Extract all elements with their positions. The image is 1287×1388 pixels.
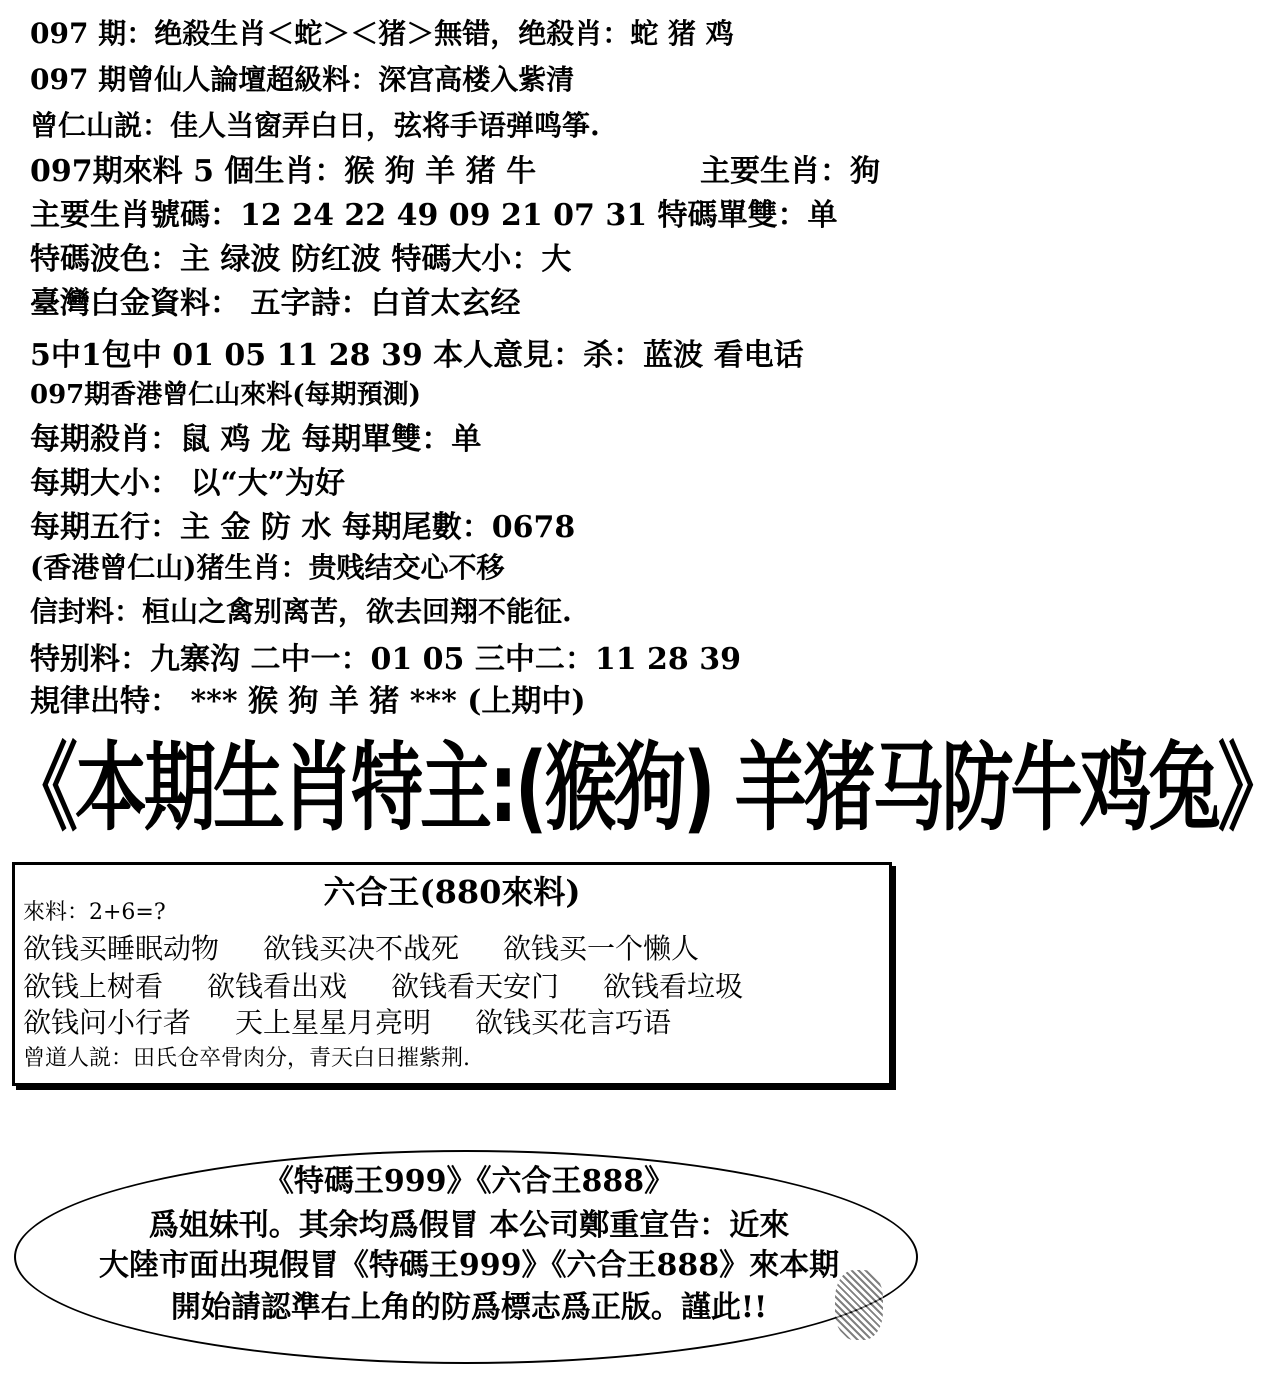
riddle-row-2: [23, 965, 787, 1005]
riddle-item: 欲钱买睡眠动物: [23, 932, 220, 965]
line-5: 主要生肖號碼：12 24 22 49 09 21 07 31 特碼單雙：单: [30, 198, 838, 233]
line-16: 規律出特： *** 猴 狗 羊 猪 *** (上期中): [30, 684, 586, 719]
line-2: 097 期曾仙人論壇超級料：深宫高楼入紫清: [30, 63, 575, 96]
line-7: 臺灣白金資料： 五字詩：白首太玄经: [30, 286, 521, 321]
riddle-item: 欲钱看垃圾: [603, 970, 744, 1003]
side-label: 主要生肖：狗: [700, 154, 880, 189]
line-1: 097 期：绝殺生肖＜蛇＞＜猪＞無错，绝殺肖：蛇 猪 鸡: [30, 17, 734, 50]
stamp-mark: [835, 1270, 883, 1340]
line-6: 特碼波色：主 绿波 防红波 特碼大小：大: [30, 242, 572, 277]
banner: 《本期生肖特主:(猴狗) 羊猪马防牛鸡兔》: [6, 732, 1287, 844]
line-15: 特别料：九寨沟 二中一：01 05 三中二：11 28 39: [30, 642, 741, 677]
line-10: 每期殺肖：鼠 鸡 龙 每期單雙：单: [30, 422, 482, 457]
line-3: 曾仁山説：佳人当窗弄白日，弦将手语弹鸣筝.: [30, 109, 600, 142]
riddle-item: 欲钱买决不战死: [263, 932, 460, 965]
notice-line-4: 開始請認準右上角的防爲標志爲正版。謹此!!: [170, 1290, 768, 1325]
box-title: 六合王(880來料): [323, 873, 581, 911]
box-footer: 曾道人説：田氏仓卒骨肉分，青天白日摧紫荆.: [23, 1046, 470, 1071]
notice-line-1: 《特碼王999》《六合王888》: [263, 1164, 675, 1199]
notice-line-2: 爲姐妹刊。其余均爲假冒 本公司鄭重宣告：近來: [148, 1208, 790, 1243]
line-9: 097期香港曾仁山來料(每期預測): [30, 380, 421, 410]
line-12: 每期五行：主 金 防 水 每期尾數：0678: [30, 510, 576, 545]
riddle: 來料：2+6=?: [23, 900, 166, 925]
riddle-item: 欲钱问小行者: [23, 1006, 192, 1039]
riddle-item: 欲钱看天安门: [391, 970, 560, 1003]
notice-line-3: 大陸市面出現假冒《特碼王999》《六合王888》來本期: [98, 1248, 840, 1283]
riddle-box: [12, 862, 892, 1086]
riddle-item: 欲钱上树看: [23, 970, 164, 1003]
line-13: (香港曾仁山)猪生肖：贵贱结交心不移: [30, 551, 505, 584]
line-14: 信封料：桓山之禽别离苦，欲去回翔不能征.: [30, 595, 572, 628]
riddle-row-1: [23, 927, 743, 967]
line-8: 5中1包中 01 05 11 28 39 本人意見：杀：蓝波 看电话: [30, 338, 804, 373]
riddle-row-3: [23, 1001, 715, 1041]
line-4: 097期來料 5 個生肖：猴 狗 羊 猪 牛: [30, 154, 537, 189]
riddle-item: 天上星星月亮明: [235, 1006, 432, 1039]
riddle-item: 欲钱买花言巧语: [475, 1006, 672, 1039]
riddle-item: 欲钱买一个懒人: [503, 932, 700, 965]
riddle-item: 欲钱看出戏: [207, 970, 348, 1003]
line-11: 每期大小： 以“大”为好: [30, 466, 345, 501]
